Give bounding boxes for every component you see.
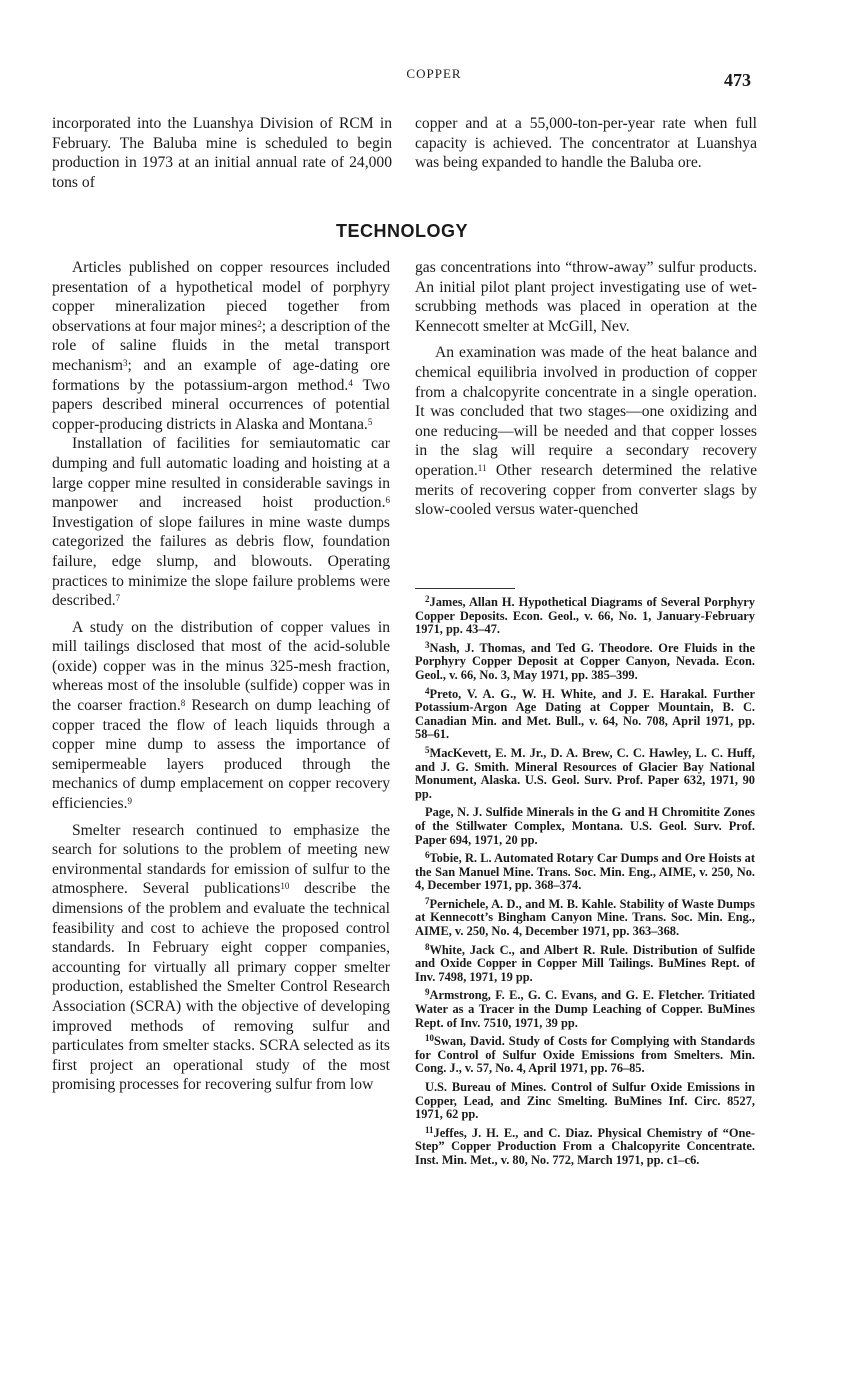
footnote: $^2$James, Allan H. Hypothetical Diagrams of Several Porphyry Copper Deposits. Econ. Geol., v. 66, No. 1, January-February 1971, pp. 43–47. <box>415 594 755 637</box>
footnote-divider <box>415 588 515 589</box>
body-right-column <box>415 258 757 520</box>
footnote-ref: 4 <box>348 377 353 388</box>
running-head: COPPER <box>406 66 462 81</box>
footnote: $^{10}$Swan, David. Study of Costs for Complying with Standards for Control of Sulfur Oxide Emissions from Smelters. Min. Cong. J., v. 57, No. 4, April 1971, pp. 76–85. <box>415 1033 755 1076</box>
section-heading: TECHNOLOGY <box>335 221 468 241</box>
paragraph-heat-balance: An examination was made of the heat balance and chemical equilibria involved in production of copper from a chalcopyrite concentrate in a single operation. It was concluded that two stages—one oxidizing and one reducing—will be needed and that copper losses in the slag will require a secondary recovery operation.$^{11}$ Other research determined the relative merits of recovering copper from converter slags by slow-cooled versus water-quenched <box>415 344 757 519</box>
footnote-ref: 3 <box>123 357 128 368</box>
footnote: Page, N. J. Sulfide Minerals in the G and H Chromitite Zones of the Stillwater Complex, Montana. U.S. Geol. Surv. Prof. Paper 694, 1971, 20 pp. <box>415 805 755 847</box>
footnote-ref: 8 <box>180 698 186 709</box>
intro-left-paragraph: incorporated into the Luanshya Division of RCM in February. The Baluba mine is scheduled to begin production in 1973 at an initial annual rate of 24,000 tons of <box>52 115 392 191</box>
intro-right-column <box>415 114 757 173</box>
paragraph-smelter: Smelter research continued to emphasize the search for solutions to the problem of meeting new environmental standards for emission of sulfur to the atmosphere. Several publications$^{10}$ describe the dimensions of the problem and evaluate the technical feasibility and cost to achieve the proposed control standards. In February eight copper companies, accounting for virtually all primary copper smelter production, established the Smelter Control Research Association (SCRA) with the objective of developing improved methods of removing sulfur and particulates from smelter stacks. SCRA selected as its first project an operational study of the most promising processes for recovering sulfur from low <box>52 821 390 1094</box>
footnote-ref: 5 <box>367 416 373 427</box>
footnote: U.S. Bureau of Mines. Control of Sulfur Oxide Emissions in Copper, Lead, and Zinc Smelting. BuMines Inf. Circ. 8527, 1971, 62 pp. <box>415 1080 755 1122</box>
footnote-ref: 6 <box>385 495 390 506</box>
paragraph-resources: Articles published on copper resources included presentation of a hypothetical model of porphyry copper mineralization pieced together from observations at four major mines$^2$; a description of the role of saline fluids in the metal transport mechanism$^3$; and an example of age-dating ore formations by the potassium-argon method.$^4$ Two papers described mineral occurrences of potential copper-producing districts in Alaska and Montana.$^5$ <box>52 259 390 433</box>
footnote: $^9$Armstrong, F. E., G. C. Evans, and G. E. Fletcher. Tritiated Water as a Tracer in the Dump Leaching of Copper. BuMines Rept. of Inv. 7510, 1971, 39 pp. <box>415 987 755 1030</box>
footnote-ref: 9 <box>127 796 132 807</box>
footnote-ref: 7 <box>115 593 121 604</box>
footnote: $^{11}$Jeffes, J. H. E., and C. Diaz. Physical Chemistry of “One-Step” Copper Production From a Chalcopyrite Concentrate. Inst. Min. Met., v. 80, No. 772, March 1971, pp. c1–c6. <box>415 1124 755 1167</box>
footnote: $^7$Pernichele, A. D., and M. B. Kahle. Stability of Waste Dumps at Kennecott’s Bingham Canyon Mine. Trans. Soc. Min. Eng., AIME, v. 250, No. 4, December 1971, pp. 363–368. <box>415 895 755 939</box>
intro-left-column <box>52 114 392 192</box>
paragraph-pilot-plant: gas concentrations into “throw-away” sulfur products. An initial pilot plant project investigating use of wet-scrubbing methods was placed in operation at the Kennecott smelter at McGill, Nev. <box>415 259 757 335</box>
body-left-column <box>52 258 390 1095</box>
footnote: $^3$Nash, J. Thomas, and Ted G. Theodore. Ore Fluids in the Porphyry Copper Deposit at Copper Canyon, Nevada. Econ. Geol., v. 66, No. 3, May 1971, pp. 385–399. <box>415 639 755 682</box>
footnote: $^5$MacKevett, E. M. Jr., D. A. Brew, C. C. Hawley, L. C. Huff, and J. G. Smith. Mineral Resources of Glacier Bay National Monument, Alaska. U.S. Geol. Surv. Prof. Paper 632, 1971, 90 pp. <box>415 744 755 801</box>
footnote: $^4$Preto, V. A. G., W. H. White, and J. E. Harakal. Further Potassium-Argon Age Dating at Copper Mountain, B. C. Canadian Min. and Met. Bull., v. 64, No. 708, April 1971, pp. 58–61. <box>415 685 755 742</box>
paragraph-mining: Installation of facilities for semiautomatic car dumping and full automatic loading and hoisting at a large copper mine resulted in considerable savings in manpower and increased hoist production.$^6$ Investigation of slope failures in mine waste dumps categorized the failures as debris flow, foundation failure, edge slump, and blowouts. Operating practices to minimize the slope failure problems were described.$^7$ <box>52 435 390 610</box>
footnote-ref: 2 <box>257 318 262 329</box>
footnote-ref: 11 <box>477 462 487 473</box>
footnote: $^6$Tobie, R. L. Automated Rotary Car Dumps and Ore Hoists at the San Manuel Mine. Trans. Soc. Min. Eng., AIME, v. 250, No. 4, December 1971, pp. 368–374. <box>415 850 755 893</box>
footnote-ref: 10 <box>280 881 290 892</box>
paragraph-tailings: A study on the distribution of copper values in mill tailings disclosed that most of the acid-soluble (oxide) copper was in the minus 325-mesh fraction, whereas most of the insoluble (sulfide) copper was in the coarser fraction.$^8$ Research on dump leaching of copper traced the flow of leach liquids through a copper mine dump to assess the importance of semipermeable layers produced through the mechanics of dump emplacement on copper recovery efficiencies.$^9$ <box>52 618 390 813</box>
footnotes <box>415 596 755 1173</box>
footnote: $^8$White, Jack C., and Albert R. Rule. Distribution of Sulfide and Oxide Copper in Copper Mill Tailings. BuMines Rept. of Inv. 7498, 1971, 19 pp. <box>415 941 755 984</box>
intro-right-paragraph: copper and at a 55,000-ton-per-year rate when full capacity is achieved. The concentrator at Luanshya was being expanded to handle the Baluba ore. <box>415 115 757 172</box>
page-number: 473 <box>724 70 751 90</box>
